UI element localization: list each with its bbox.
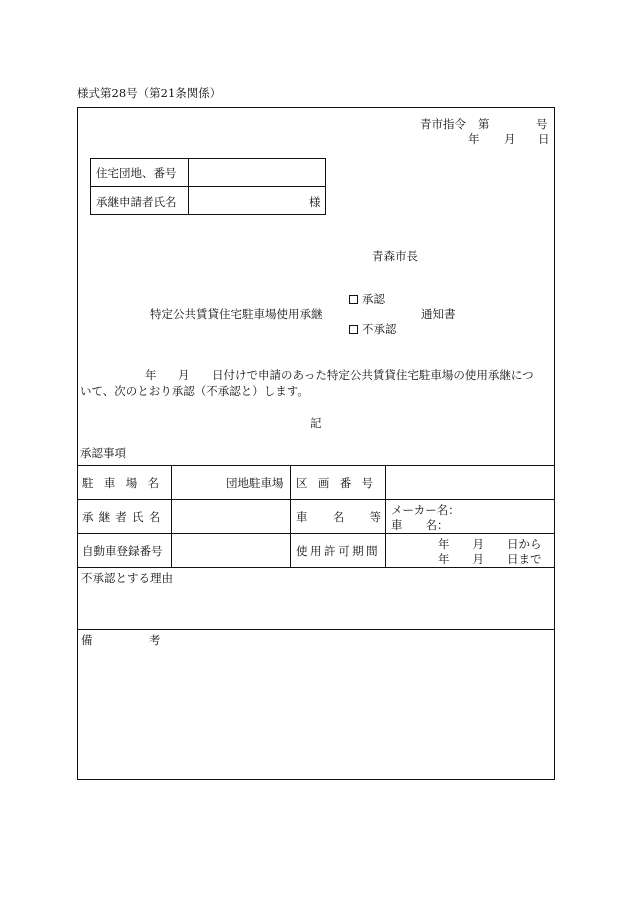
section-number-label: 区画番号 [296,476,384,490]
office-prefix: 青市指令 [420,117,466,131]
approve-option-label: 承認 [362,292,385,306]
reject-checkbox-icon [349,325,358,334]
remarks-label: 備考 [81,633,217,647]
reject-reason-label: 不承認とする理由 [81,571,173,585]
registration-number-label: 自動車登録番号 [82,544,163,558]
reject-option-label: 不承認 [362,322,397,336]
applicant-table-divider [90,186,326,187]
body-line2: いて、次のとおり承認（不承認と）します。 [80,384,309,398]
reason-bottom-line [77,629,555,630]
table-row-line-2 [77,533,555,534]
parking-value: 団地駐車場 [226,476,284,490]
housing-complex-label: 住宅団地、番号 [96,166,177,180]
issuer: 青森市長 [372,249,418,263]
reject-option [349,321,397,337]
honorific-sama: 様 [309,195,321,209]
approve-checkbox-icon [349,295,358,304]
body-year: 年 [145,368,157,382]
applicant-table-col-divider [188,158,189,215]
body-month: 月 [178,368,190,382]
car-name-label: 車 名： [391,518,449,532]
car-label: 車 名 等 [296,510,388,524]
table-row-line-1 [77,499,555,500]
table-top-line [77,465,555,466]
date-year: 年 [468,132,480,146]
period-to: 年 月 日まで [438,552,542,566]
successor-name-label: 承継者氏名 [82,510,166,524]
applicant-name-label: 承継申請者氏名 [96,195,177,209]
table-col-line-1 [171,465,172,567]
date-day: 日 [538,132,550,146]
number-dai: 第 [478,117,490,131]
approval-section-label: 承認事項 [80,446,126,460]
table-col-line-2 [290,465,291,567]
usage-period-label: 使用許可期間 [296,544,381,558]
title-right: 通知書 [421,307,456,321]
number-go: 号 [536,117,548,131]
parking-label: 駐車場名 [82,476,170,490]
title-left: 特定公共賃貸住宅駐車場使用承継 [150,307,323,321]
approve-option [349,291,385,307]
period-from: 年 月 日から [438,537,542,551]
table-row-line-3 [77,567,555,568]
body-line1: 日付けで申請のあった特定公共賃貸住宅駐車場の使用承継につ [212,368,534,382]
date-month: 月 [504,132,516,146]
maker-label: メーカー名： [391,503,460,517]
form-number: 様式第28号（第21条関係） [77,86,222,100]
ki-mark: 記 [310,416,322,430]
